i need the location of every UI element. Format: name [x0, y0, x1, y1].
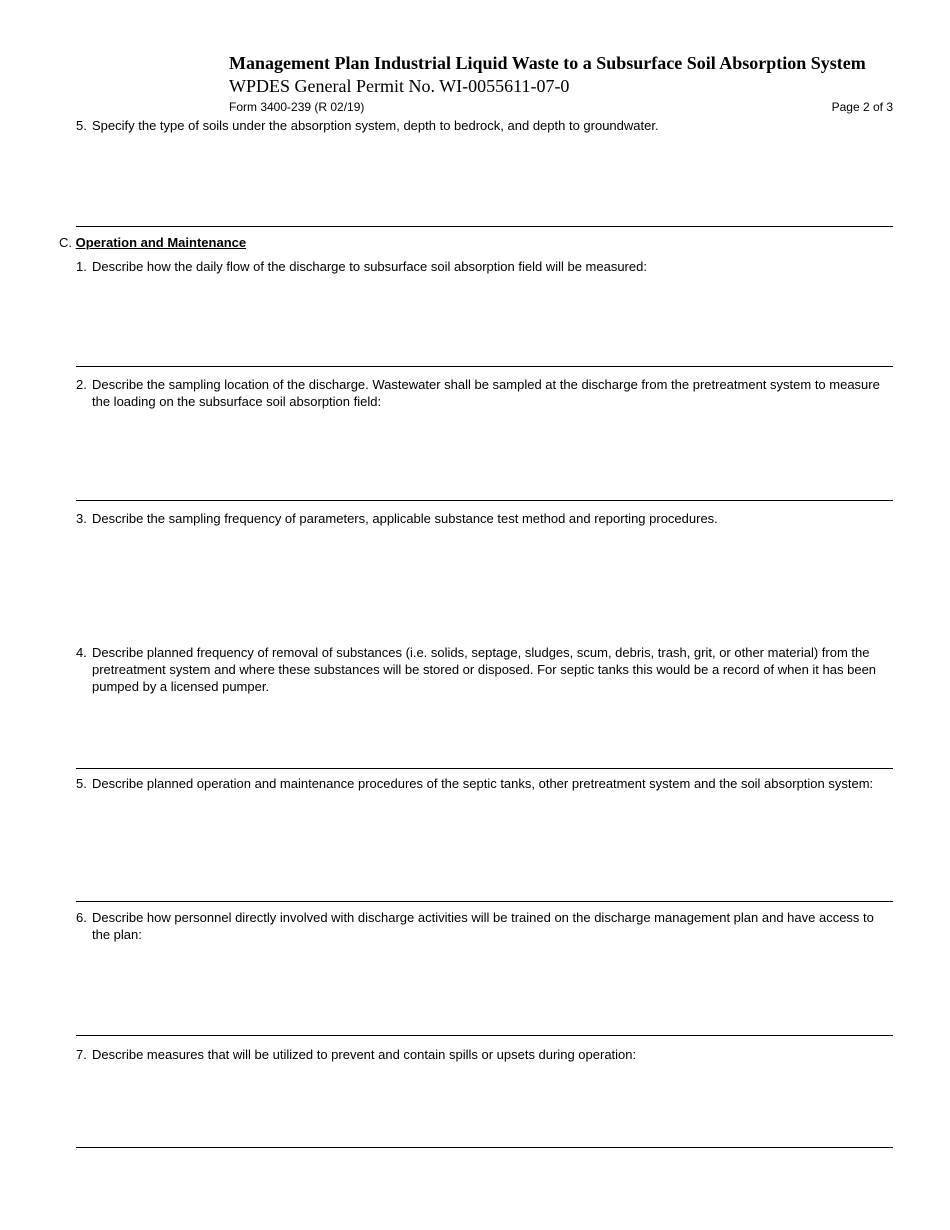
question-number: 2. [76, 377, 87, 392]
question-number: 6. [76, 910, 87, 925]
answer-line [76, 226, 893, 227]
question-text: Describe the sampling location of the discharge. Wastewater shall be sampled at the discharge from the pretreatment system to measure the loading on the subsurface soil absorption field: [92, 377, 880, 409]
question-number: 1. [76, 259, 87, 274]
question-c1 [76, 258, 891, 275]
question-number: 7. [76, 1047, 87, 1062]
question-text: Describe how the daily flow of the discharge to subsurface soil absorption field will be measured: [92, 259, 647, 274]
question-text: Specify the type of soils under the absorption system, depth to bedrock, and depth to groundwater. [92, 118, 659, 133]
answer-line [76, 500, 893, 501]
question-c4 [76, 644, 891, 695]
section-title: Operation and Maintenance [75, 235, 247, 250]
question-text: Describe planned frequency of removal of substances (i.e. solids, septage, sludges, scum, debris, trash, grit, or other material) from the pretreatment system and where these substances will be stored or disposed. For septic tanks this would be a record of when it has been pumped by a licensed pumper. [92, 645, 877, 694]
question-text: Describe measures that will be utilized to prevent and contain spills or upsets during operation: [92, 1047, 637, 1062]
answer-line [76, 1035, 893, 1036]
question-text: Describe the sampling frequency of parameters, applicable substance test method and reporting procedures. [92, 511, 718, 526]
page-number: Page 2 of 3 [831, 100, 893, 114]
question-c5 [76, 775, 891, 792]
question-number: 4. [76, 645, 87, 660]
question-text: Describe planned operation and maintenance procedures of the septic tanks, other pretreatment system and the soil absorption system: [92, 776, 874, 791]
question-number: 5. [76, 118, 87, 133]
answer-line [76, 901, 893, 902]
question-b5 [76, 117, 891, 134]
answer-line [76, 366, 893, 367]
question-c2 [76, 376, 891, 410]
form-title: Management Plan Industrial Liquid Waste to a Subsurface Soil Absorption System [229, 53, 866, 73]
section-letter: C. [59, 235, 72, 250]
answer-line [76, 1147, 893, 1148]
question-number: 5. [76, 776, 87, 791]
section-c-heading [59, 234, 246, 251]
answer-line [76, 768, 893, 769]
question-c6 [76, 909, 891, 943]
question-text: Describe how personnel directly involved with discharge activities will be trained on the discharge management plan and have access to the plan: [92, 910, 874, 942]
form-number: Form 3400-239 (R 02/19) [229, 100, 365, 114]
permit-number: WPDES General Permit No. WI-0055611-07-0 [229, 76, 570, 96]
question-c7 [76, 1046, 891, 1063]
question-c3 [76, 510, 891, 527]
question-number: 3. [76, 511, 87, 526]
